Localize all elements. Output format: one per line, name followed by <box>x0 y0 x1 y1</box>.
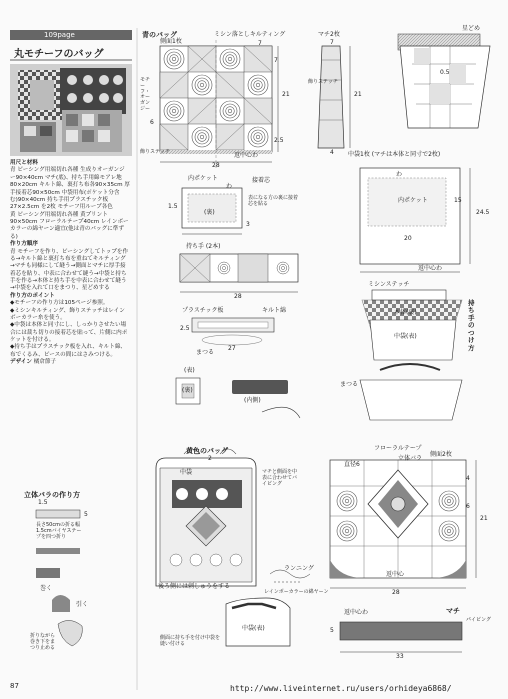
blue-dim-28: 28 <box>212 162 220 169</box>
handle-dim-25: 2.5 <box>180 325 190 332</box>
inner-dim-20: 20 <box>404 235 412 242</box>
pocket-label: 内ポケット <box>188 175 218 182</box>
page-number: 87 <box>10 682 19 690</box>
steps-heading: 作り方順序 <box>10 241 38 248</box>
handle-wadding: キルト綿 <box>262 307 286 314</box>
rose-note-4: 折りながら巻き下をまつり止める <box>30 633 56 651</box>
gusset-dim-4: 4 <box>330 149 334 156</box>
gusset-label: マチ2枚 <box>318 31 340 38</box>
steps-blue: 青 モチーフを作り、ピーシングしてトップを作る→キルト綿と裏打ち布を重ねてキルティング→マチも同様にして縫う→側面とマチに厚手接着芯を貼り、中表に合わせて縫う→中袋と持ち手を作る→本体と持ち手を中表に合わせて縫う→中袋を入れて口をまつり、星どめする <box>10 248 129 292</box>
inner-pocket: 内ポケット <box>398 197 428 204</box>
yellow-side-panel-diagram <box>330 460 476 588</box>
designer-label: デザイン <box>10 359 32 366</box>
handle-omote: (表) <box>184 367 195 374</box>
page-title: 丸モチーフのバッグ <box>14 49 104 60</box>
yellow-gusset-diagram <box>340 622 462 652</box>
pocket-dim-3: 3 <box>246 221 250 228</box>
rose-note-3: 引く <box>76 601 89 608</box>
attach-matsuru: まつる <box>340 381 359 388</box>
point-3: ◆中袋は本体と同寸にし、しっかりさせたい場合には裁ち切りの接着芯を貼って、片側に内ポケットを付ける。 <box>10 322 128 343</box>
inner-bag-diagram <box>360 168 470 272</box>
blue-stitch: 飾りステッチ <box>140 149 170 155</box>
pocket-interfacing: 接着芯 <box>252 177 271 184</box>
ysides-rose: 立体バラ <box>398 455 423 462</box>
yellow-dim-2: 2 <box>208 455 212 462</box>
ygusset-label: マチ <box>446 607 460 615</box>
attach-stitch: ミシンステッチ <box>368 281 410 288</box>
point-1: ◆モチーフの作り方は105ページ参照。 <box>10 300 109 307</box>
blue-center: 返中心わ <box>234 152 259 159</box>
blue-heading: 青のバッグ <box>142 31 177 39</box>
inner-fold: わ <box>396 171 403 178</box>
rose-note-1: 長さ50cmの折る幅1.5cmバイヤステープを四つ折り <box>36 522 82 540</box>
handle-dim-27: 27 <box>228 345 236 352</box>
rose-heading: 立体バラの作り方 <box>24 491 80 499</box>
handle-attach-small <box>176 378 300 418</box>
yellow-rainbow: レインボーカラーの綿ヤーン <box>264 589 329 595</box>
rose-note-2: 巻く <box>40 585 53 592</box>
yellow-bag-bottom-view <box>226 598 290 646</box>
pocket-inside: (裏) <box>204 209 215 216</box>
blue-side-label: 側面1枚 <box>160 38 182 45</box>
ygusset-dim-5: 5 <box>330 627 334 634</box>
rose-dim-1: 1.5 <box>38 499 48 506</box>
attach-body: 本体(裏) <box>394 309 417 316</box>
ysides-dim-4: 4 <box>466 475 470 482</box>
inner-label: 中袋1枚 (マチは本体と同寸で2枚) <box>348 151 441 158</box>
star-label: 星どめ <box>462 25 481 32</box>
blue-dim-21: 21 <box>282 91 290 98</box>
page-tag: 109page <box>44 31 75 39</box>
blue-assembled-bag <box>398 34 490 128</box>
blue-dim-7b: 7 <box>274 57 278 64</box>
yellow-note: 側面に持ち手を付け中袋を縫い付ける <box>160 635 221 647</box>
star-dim: 0.5 <box>440 69 450 76</box>
ysides-label: 側面2枚 <box>430 451 452 458</box>
blue-organdy-note: モチーフ・オーガンジー <box>140 77 151 112</box>
point-2: ◆ミシンキルティング、飾りステッチはレインボーカラー糸を使う。 <box>10 307 125 321</box>
designer-name: 橘倉節子 <box>33 359 57 366</box>
inner-dim-245: 24.5 <box>476 209 490 216</box>
ygusset-center: 返中心わ <box>344 609 369 616</box>
bag-photo <box>10 64 132 156</box>
handle-plastic: プラスチック板 <box>182 307 224 314</box>
ysides-dim-6: 6 <box>466 503 470 510</box>
handle-matsuru: まつる <box>196 349 215 356</box>
blue-gusset-diagram <box>318 46 350 148</box>
ysides-dim-21: 21 <box>480 515 488 522</box>
yellow-running: ランニング <box>284 565 314 572</box>
handle-in: (内側) <box>244 397 261 404</box>
gusset-stitch: 飾りステッチ <box>308 79 338 85</box>
inner-dim-15: 15 <box>454 197 462 204</box>
blue-side-panel-diagram <box>160 40 278 168</box>
handle-dim-28: 28 <box>234 293 242 300</box>
yellow-nakabukuro: 中袋 <box>180 469 193 476</box>
inner-center: 返中心わ <box>418 265 443 272</box>
gusset-dim-7: 7 <box>330 39 334 46</box>
ygusset-piping: パイピング <box>466 617 491 623</box>
pocket-dim-15: 1.5 <box>168 203 178 210</box>
blue-dim-7a: 7 <box>258 40 262 47</box>
ysides-center: 返中心 <box>386 571 405 578</box>
blue-dim-6: 6 <box>150 119 154 126</box>
materials-yellow: 黄 ピーシング用端切れ各種 黄プリント90×50cm フローラルテープ40cm レインボーカラーの綿ヤーン適宜(他は青のバッグに準ずる) <box>10 211 129 240</box>
handle-label: 持ち手 (2本) <box>186 243 221 250</box>
yellow-bag-diagram <box>156 449 256 586</box>
ysides-dim-28: 28 <box>392 589 400 596</box>
yellow-backing: マチと側面を中表に合わせてバイピング <box>262 469 298 487</box>
blue-dim-25: 2.5 <box>274 137 284 144</box>
yellow-back: 後ろ側には刺しゅうをする <box>158 583 231 590</box>
yellow-ura: 中袋(表) <box>242 625 265 632</box>
instructions-column <box>10 160 130 367</box>
pocket-fold: わ <box>226 183 233 190</box>
point-4: ◆持ち手はプラスチック板を入れ、キルト綿、布でくるみ、ピースの間にはさみつける。 <box>10 344 127 358</box>
ysides-fold: 直径6 <box>344 461 360 468</box>
attach-nakabukuro: 中袋(表) <box>394 333 417 340</box>
points-heading: 作り方のポイント <box>10 292 55 299</box>
yellow-heading: 黄色のバッグ <box>186 447 228 455</box>
rose-dim-2: 5 <box>84 511 88 518</box>
gusset-dim-21: 21 <box>354 91 362 98</box>
attach-label: 持ち手のつけ方 <box>468 299 475 352</box>
ysides-tape: フローラルテープ <box>374 445 422 452</box>
ygusset-dim-33: 33 <box>396 653 404 660</box>
materials-blue: 青 ピーシング用端切れ各種 生成りオーガンジー90×40cm マチ(底)、持ち手用綿モアレ地80×20cm キルト綿、裏打ち布各90×35cm 厚手接着芯90×50cm 中袋用布(ポケット分含む)90×40cm 持ち手用プラスチック板27×2.5cm を2枚 モチーフ用ループ各色 <box>10 167 130 211</box>
materials-heading: 用尺と材料 <box>10 160 38 166</box>
blue-quilt-note: ミシン落としキルティング <box>214 31 286 38</box>
source-url: http://www.liveinternet.ru/users/orhideya6868/ <box>230 684 452 693</box>
handle-ura: (裏) <box>182 387 193 394</box>
pocket-note: 表になる方の裏に接着芯を貼る <box>248 195 299 207</box>
